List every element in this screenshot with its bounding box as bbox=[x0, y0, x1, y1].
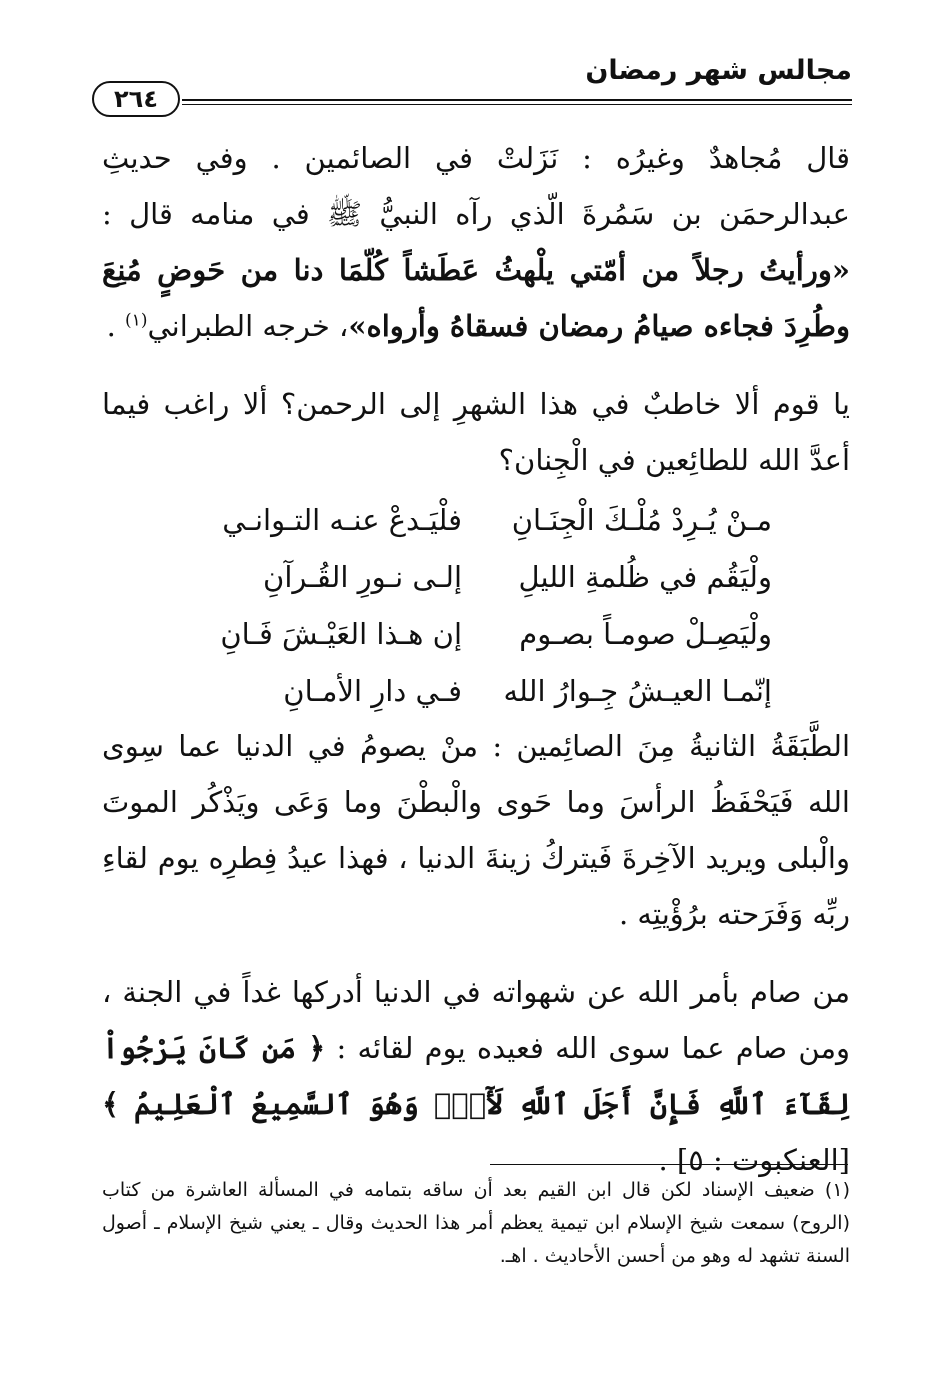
page-header bbox=[92, 55, 852, 115]
header-rule bbox=[182, 99, 852, 101]
poem bbox=[172, 492, 772, 720]
hadith-quote: «ورأيتُ رجلاً من أمّتي يلْهثُ عَطَشاً كُلّمَا دنا من حَوضٍ مُنِعَ وطُرِدَ فجاءه صيامُ رمضان فسقاهُ وأرواه» bbox=[102, 253, 850, 343]
poem-hemistich-first: مـنْ يُـرِدْ مُلْـكَ الْجِنَـانِ bbox=[511, 503, 772, 537]
poem-verse bbox=[172, 606, 772, 663]
running-title: مجالس شهر رمضان bbox=[585, 55, 852, 86]
paragraph-intro-text: قال مُجاهدٌ وغيرُه : نَزَلتْ في الصائمين . وفي حديثِ عبدالرحمَن بن سَمُرةَ الّذي رآه النبيُّ ﷺ في منامه قال : bbox=[102, 141, 850, 231]
paragraph-text: من صام بأمر الله عن شهواته في الدنيا أدركها غداً في الجنة ، ومن صام عما سوى الله فعيده يوم لقائه : bbox=[102, 975, 850, 1065]
paragraph-mujahid-hadith bbox=[102, 130, 850, 354]
poem-hemistich-second: فلْيَـدعْ عنـه التـوانـي bbox=[222, 503, 462, 537]
footnote-divider bbox=[490, 1164, 848, 1165]
poem-hemistich-second: إلـى نـورِ القُـرآنِ bbox=[263, 560, 462, 594]
poem-verse bbox=[172, 663, 772, 720]
page-number: ٢٦٤ bbox=[92, 81, 180, 117]
poem-verse bbox=[172, 492, 772, 549]
poem-hemistich-first: إنّمـا العيـشُ جِـوارُ الله bbox=[503, 674, 772, 708]
footnote-1: (١) ضعيف الإسناد لكن قال ابن القيم بعد أن ساقه بتمامه في المسألة العاشرة من كتاب (الروح) سمعت شيخ الإسلام ابن تيمية يعظم أمر هذا الحديث وقال ـ يعني شيخ الإسلام ـ أصول السنة تشهد له وهو من أحسن الأحاديث . اهـ. bbox=[102, 1179, 850, 1267]
paragraph-call-to-people: يا قوم ألا خاطبٌ في هذا الشهرِ إلى الرحمن؟ ألا راغب فيما أعدَّ الله للطائِعين في الْجِنان؟ bbox=[102, 387, 850, 477]
poem-verse bbox=[172, 549, 772, 606]
hadith-source: ، خرجه الطبراني bbox=[147, 309, 349, 343]
poem-hemistich-second: إن هـذا العَيْـشَ فَـانِ bbox=[220, 617, 462, 651]
paragraph-end: . bbox=[106, 309, 126, 343]
quran-reference: [العنكبوت : ٥] . bbox=[658, 1143, 850, 1177]
poem-hemistich-first: ولْيَصِـلْ صومـاً بصـوم bbox=[519, 617, 772, 651]
footnote-reference[interactable]: (١) bbox=[125, 310, 148, 331]
paragraph-fasting-reward bbox=[102, 964, 850, 1188]
quran-verse: ﴿ مَن كَانَ يَرْجُواْ لِقَآءَ ٱللَّهِ فَإِنَّ أَجَلَ ٱللَّهِ لَأٓتٍۚ وَهُوَ ٱلسَّمِيعُ ٱلْعَلِيمُ ﴾ bbox=[102, 1031, 850, 1121]
poem-hemistich-first: ولْيَقُم في ظُلمةِ الليلِ bbox=[518, 560, 772, 594]
paragraph-second-class: الطَّبَقَةُ الثانيةُ مِنَ الصائِمين : منْ يصومُ في الدنيا عما سِوى الله فَيَحْفَظُ الرأسَ وما حَوى والْبطْنَ وما وَعَى ويَذْكُر الموتَ والْبلى ويريد الآخِرةَ فَيتركُ زينةَ الدنيا ، فهذا عيدُ فِطرِه يوم لقاءِ ربِّه وَفَرَحته برُؤْيتِه . bbox=[102, 729, 850, 931]
poem-hemistich-second: فـي دارِ الأمـانِ bbox=[283, 674, 462, 708]
header-rule-thin bbox=[182, 104, 852, 105]
